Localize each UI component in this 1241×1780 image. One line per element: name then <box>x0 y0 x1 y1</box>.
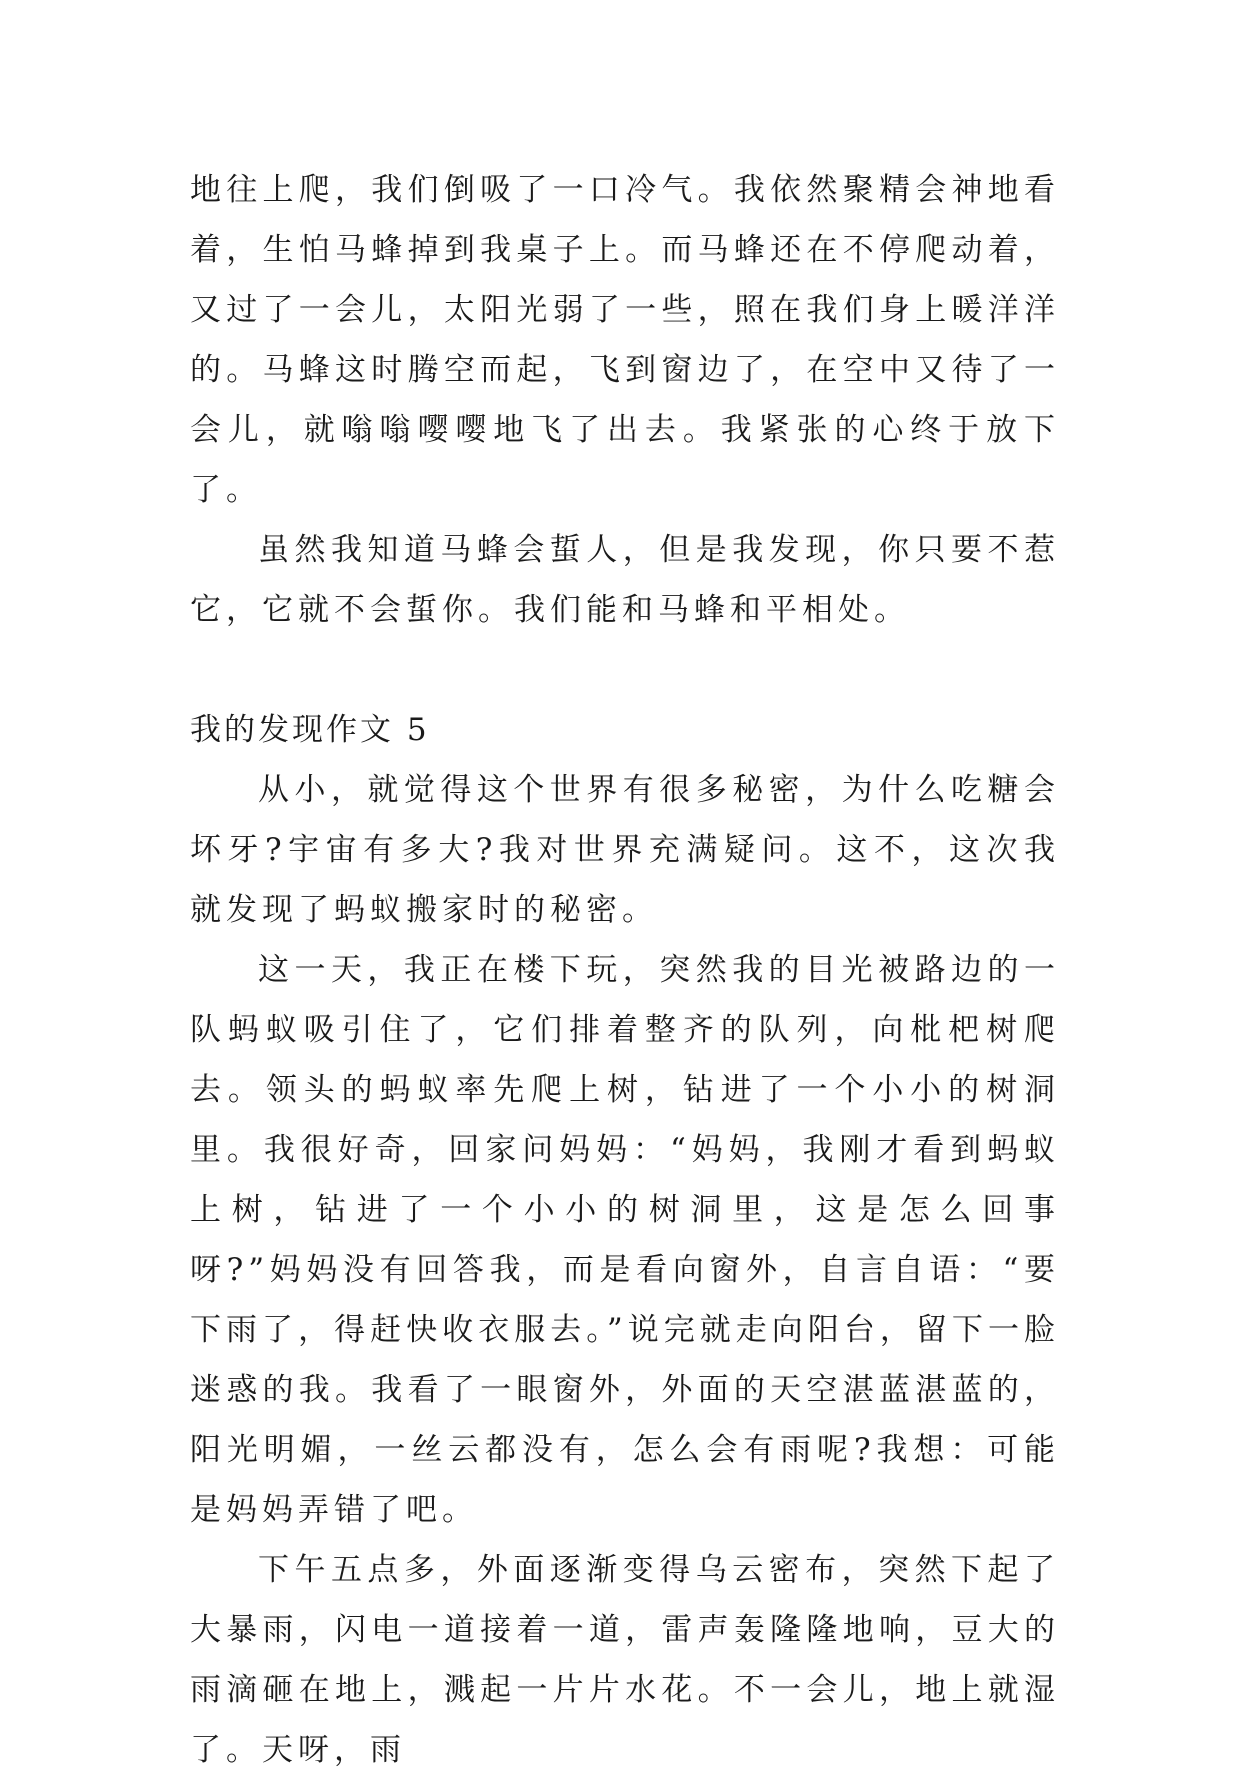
paragraph: 虽然我知道马蜂会蜇人，但是我发现，你只要不惹它，它就不会蜇你。我们能和马蜂和平相处。 <box>190 532 1060 628</box>
paragraph: 这一天，我正在楼下玩，突然我的目光被路边的一队蚂蚁吸引住了，它们排着整齐的队列，向枇杷树爬去。领头的蚂蚁率先爬上树，钻进了一个小小的树洞里。我很好奇，回家问妈妈：“妈妈，我刚才看到蚂蚁上树，钻进了一个小小的树洞里，这是怎么回事呀?”妈妈没有回答我，而是看向窗外，自言自语：“要下雨了，得赶快收衣服去。”说完就走向阳台，留下一脸迷惑的我。我看了一眼窗外，外面的天空湛蓝湛蓝的，阳光明媚，一丝云都没有，怎么会有雨呢?我想：可能是妈妈弄错了吧。 <box>190 952 1060 1528</box>
paragraph: 下午五点多，外面逐渐变得乌云密布，突然下起了大暴雨，闪电一道接着一道，雷声轰隆隆地响，豆大的雨滴砸在地上，溅起一片片水花。不一会儿，地上就湿了。天呀，雨 <box>190 1552 1060 1768</box>
paragraph-continued: 地往上爬，我们倒吸了一口冷气。我依然聚精会神地看着，生怕马蜂掉到我桌子上。而马蜂还在不停爬动着，又过了一会儿，太阳光弱了一些，照在我们身上暖洋洋的。马蜂这时腾空而起，飞到窗边了，在空中又待了一会儿，就嗡嗡嘤嘤地飞了出去。我紧张的心终于放下了。 <box>190 172 1060 508</box>
section-title: 我的发现作文 5 <box>190 712 430 748</box>
document-body <box>190 160 1060 1780</box>
paragraph: 从小，就觉得这个世界有很多秘密，为什么吃糖会坏牙?宇宙有多大?我对世界充满疑问。这不，这次我就发现了蚂蚁搬家时的秘密。 <box>190 772 1060 928</box>
